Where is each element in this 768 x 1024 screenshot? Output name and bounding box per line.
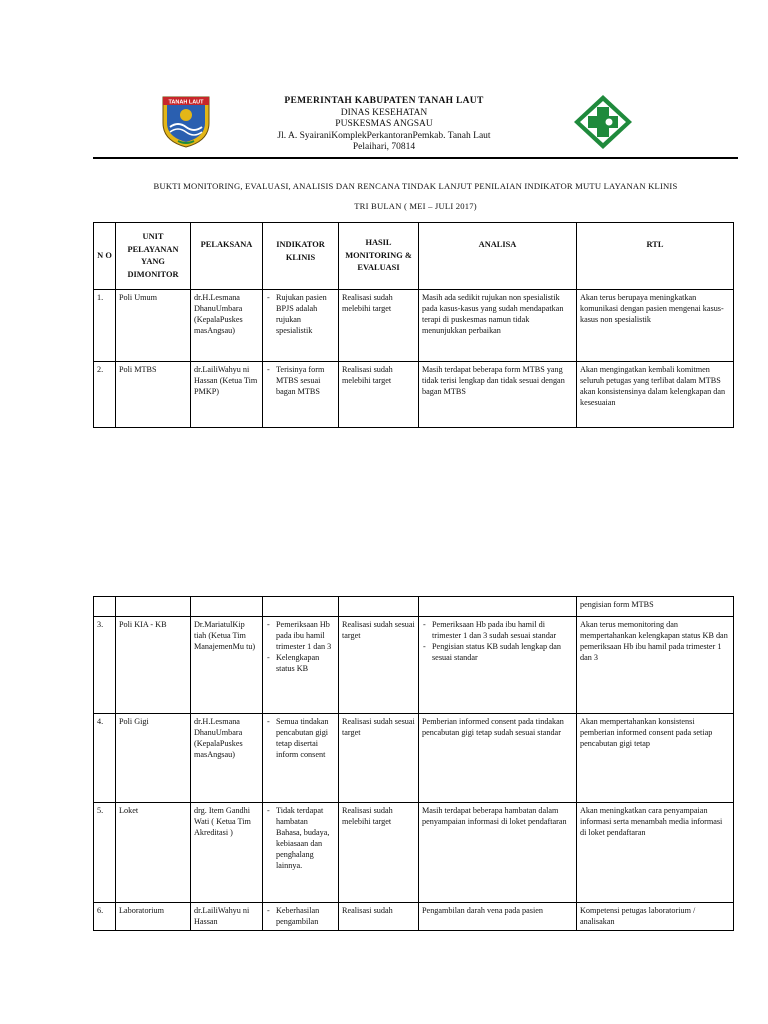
cell-rtl: Kompetensi petugas laboratorium / analisakan [577,903,734,931]
cell-pelaksana: dr.H.Lesmana DhanuUmbara (KepalaPuskes masAngsau) [191,290,263,362]
indikator-item: - Kelengkapan status KB [266,652,335,674]
cell-hasil: Realisasi sudah melebihi target [339,290,419,362]
header-address: Jl. A. SyairaniKomplekPerkantoranPemkab. Tanah Laut [277,130,491,141]
table-header-row [94,223,734,290]
document-title: BUKTI MONITORING, EVALUASI, ANALISIS DAN RENCANA TINDAK LANJUT PENILAIAN INDIKATOR MUTU LAYANAN KLINIS [153,181,678,191]
indicator-table-page1 [93,222,734,428]
col-header-indikator: INDIKATOR KLINIS [263,223,339,290]
col-header-no: N O [94,223,116,290]
cell-pelaksana: dr.LailiWahyu ni Hassan (Ketua Tim PMKP) [191,362,263,428]
header-government: PEMERINTAH KABUPATEN TANAH LAUT [284,96,484,106]
indikator-item: - Rujukan pasien BPJS adalah rujukan spesialistik [266,292,335,336]
letterhead [200,96,568,154]
cell-rtl: Akan terus berupaya meningkatkan komunikasi dengan pasien mengenai kasus-kasus non spesialistik [577,290,734,362]
col-header-hasil: HASIL MONITORING & EVALUASI [339,223,419,290]
table-row [94,803,734,903]
col-header-analisa: ANALISA [419,223,577,290]
header-puskesmas: PUSKESMAS ANGSAU [335,119,433,129]
table-row [94,617,734,714]
header-department: DINAS KESEHATAN [340,107,428,118]
cell-analisa: Pengambilan darah vena pada pasien [419,903,577,931]
document-period: TRI BULAN ( MEI – JULI 2017) [354,201,477,211]
cell-hasil: Realisasi sudah sesuai target [339,617,419,714]
analisa-item: - Pemeriksaan Hb pada ibu hamil di trimester 1 dan 3 sudah sesuai standar [422,619,573,641]
cell-rtl-continuation: pengisian form MTBS [577,597,734,617]
cell-no: 6. [94,903,116,931]
logo-text: TANAH LAUT [168,99,204,106]
cell-pelaksana: dr.H.Lesmana DhanuUmbara (KepalaPuskes masAngsau) [191,714,263,803]
cell-no: 1. [94,290,116,362]
cell-unit: Poli KIA - KB [116,617,191,714]
cell-indikator [263,714,339,803]
indikator-item: - Terisinya form MTBS sesuai bagan MTBS [266,364,335,397]
cell-pelaksana: drg. Item Gandhi Wati ( Ketua Tim Akreditasi ) [191,803,263,903]
cell-indikator [263,903,339,931]
analisa-item: - Pengisian status KB sudah lengkap dan sesuai standar [422,641,573,663]
table-row-continuation [94,597,734,617]
cell-rtl: Akan meningkatkan cara penyampaian informasi serta menambah media informasi di loket pendaftaran [577,803,734,903]
cell-analisa: Masih terdapat beberapa hambatan dalam penyampaian informasi di loket pendaftaran [419,803,577,903]
indikator-item: - Tidak terdapat hambatan Bahasa, budaya, kebiasaan dan penghalang lainnya. [266,805,335,871]
indikator-item: - Pemeriksaan Hb pada ibu hamil trimester 1 dan 3 [266,619,335,652]
cell-pelaksana: Dr.MariatulKip tiah (Ketua Tim ManajemenMu tu) [191,617,263,714]
cell-no: 3. [94,617,116,714]
cell-hasil: Realisasi sudah [339,903,419,931]
cell-unit: Loket [116,803,191,903]
cell-unit: Poli MTBS [116,362,191,428]
puskesmas-logo [572,93,634,151]
cell-analisa: Masih ada sedikit rujukan non spesialistik pada kasus-kasus yang sudah mendapatkan terapi di puskesmas namun tidak menunjukkan perbaikan [419,290,577,362]
cell-analisa: Masih terdapat beberapa form MTBS yang tidak terisi lengkap dan tidak sesuai dengan bagan MTBS [419,362,577,428]
indicator-table-page2 [93,596,734,931]
cell-rtl: Akan mempertahankan konsistensi pemberian informed consent pada setiap pencabutan gigi tetap [577,714,734,803]
table-row [94,714,734,803]
cell-no: 2. [94,362,116,428]
table-row [94,362,734,428]
indikator-item: - Semua tindakan pencabutan gigi tetap disertai inform consent [266,716,335,760]
cell-indikator [263,362,339,428]
cell-indikator [263,617,339,714]
table-row [94,290,734,362]
letterhead-divider [93,157,738,159]
indikator-item: - Keberhasilan pengambilan [266,905,335,927]
cell-rtl: Akan terus memonitoring dan mempertahankan kelengkapan status KB dan pemeriksaan Hb ibu hamil pada trimester 1 dan 3 [577,617,734,714]
cell-unit: Poli Gigi [116,714,191,803]
col-header-pelaksana: PELAKSANA [191,223,263,290]
cell-unit: Poli Umum [116,290,191,362]
cell-no: 5. [94,803,116,903]
cell-pelaksana: dr.LailiWahyu ni Hassan [191,903,263,931]
table-row [94,903,734,931]
cell-hasil: Realisasi sudah sesuai target [339,714,419,803]
header-city: Pelaihari, 70814 [352,142,416,152]
cell-analisa [419,617,577,714]
cell-hasil: Realisasi sudah melebihi target [339,803,419,903]
cell-unit: Laboratorium [116,903,191,931]
cell-no: 4. [94,714,116,803]
cell-hasil: Realisasi sudah melebihi target [339,362,419,428]
col-header-rtl: RTL [577,223,734,290]
cell-indikator [263,803,339,903]
col-header-unit: UNIT PELAYANAN YANG DIMONITOR [116,223,191,290]
cell-indikator [263,290,339,362]
cell-rtl: Akan mengingatkan kembali komitmen seluruh petugas yang terlibat dalam MTBS akan konsistensinya dalam kelengkapan dan kesesuaian [577,362,734,428]
cell-analisa: Pemberian informed consent pada tindakan pencabutan gigi tetap sudah sesuai standar [419,714,577,803]
